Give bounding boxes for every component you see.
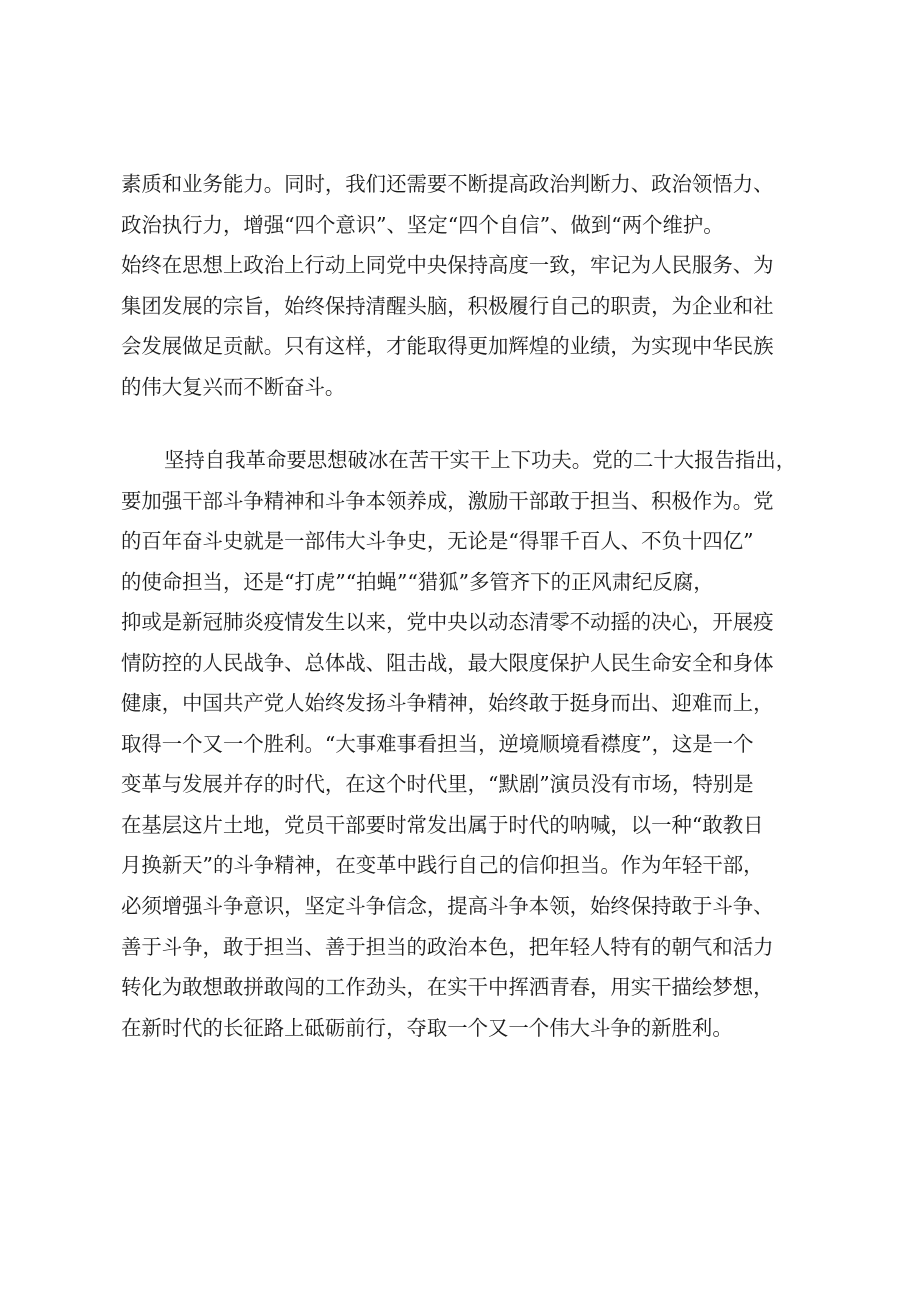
paragraph-2 [121, 440, 801, 1048]
paragraph-first-line: 坚持自我革命要思想破冰在苦干实干上下功夫。党的二十大报告指出， [164, 448, 797, 472]
paragraph-line: 要加强干部斗争精神和斗争本领养成，激励干部敢于担当、积极作为。党 [121, 488, 774, 513]
paragraph-line: 会发展做足贡献。只有这样，才能取得更加辉煌的业绩，为实现中华民族 [121, 334, 774, 359]
paragraph-line: 的百年奋斗史就是一部伟大斗争史，无论是“得罪千百人、不负十四亿” [121, 529, 754, 554]
paragraph-line: 转化为敢想敢拼敢闯的工作劲头，在实干中挥洒青春，用实干描绘梦想， [121, 975, 774, 1000]
paragraph-line: 在新时代的长征路上砥砺前行，夺取一个又一个伟大斗争的新胜利。 [121, 1015, 733, 1040]
paragraph-line: 政治执行力，增强“四个意识”、坚定“四个自信”、做到“两个维护。 [121, 212, 724, 237]
paragraph-line: 必须增强斗争意识，坚定斗争信念，提高斗争本领，始终保持敢于斗争、 [121, 894, 774, 919]
paragraph-line: 情防控的人民战争、总体战、阻击战，最大限度保护人民生命安全和身体 [121, 650, 774, 675]
paragraph-line: 的伟大复兴而不断奋斗。 [121, 374, 346, 399]
paragraph-line: 素质和业务能力。同时，我们还需要不断提高政治判断力、政治领悟力、 [121, 172, 774, 196]
paragraph-line: 的使命担当，还是“打虎”“拍蝇”“猎狐”多管齐下的正风肃纪反腐， [121, 569, 714, 594]
paragraph-1 [121, 164, 801, 407]
paragraph-line: 月换新天”的斗争精神，在变革中践行自己的信仰担当。作为年轻干部， [121, 853, 764, 878]
paragraph-line: 抑或是新冠肺炎疫情发生以来，党中央以动态清零不动摇的决心，开展疫 [121, 610, 774, 635]
paragraph-line: 取得一个又一个胜利。“大事难事看担当，逆境顺境看襟度”，这是一个 [121, 731, 754, 756]
paragraph-line: 健康，中国共产党人始终发扬斗争精神，始终敢于挺身而出、迎难而上， [121, 691, 774, 716]
paragraph-line: 在基层这片土地，党员干部要时常发出属于时代的呐喊，以一种“敢教日 [121, 812, 764, 837]
paragraph-line: 始终在思想上政治上行动上同党中央保持高度一致，牢记为人民服务、为 [121, 253, 774, 278]
paragraph-line: 善于斗争，敢于担当、善于担当的政治本色，把年轻人特有的朝气和活力 [121, 934, 774, 959]
paragraph-line: 变革与发展并存的时代，在这个时代里，“默剧”演员没有市场，特别是 [121, 772, 754, 797]
paragraph-line: 集团发展的宗旨，始终保持清醒头脑，积极履行自己的职责，为企业和社 [121, 293, 774, 318]
